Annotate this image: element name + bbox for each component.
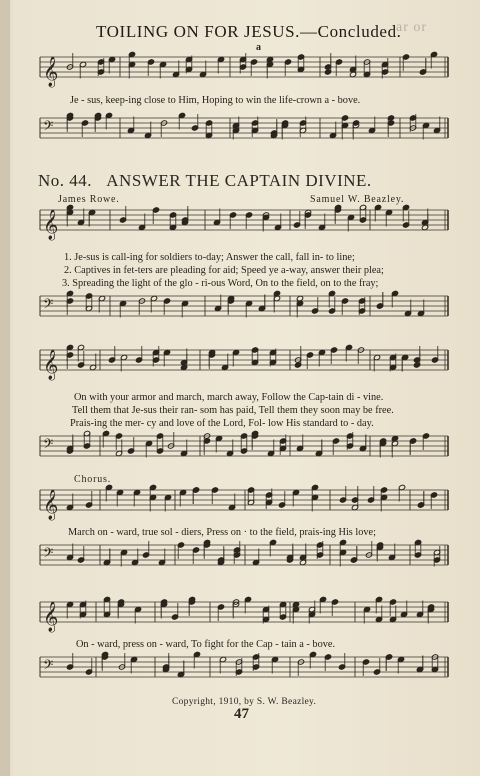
bass-clef-icon: 𝄢 bbox=[43, 118, 54, 137]
rehearsal-mark: a bbox=[256, 42, 261, 53]
treble-clef-icon: 𝄞 bbox=[43, 57, 59, 87]
verse-line: Prais-ing the mer- cy and love of the Lord, Fol- low His standard to - day. bbox=[70, 418, 374, 429]
chorus-lyric: March on - ward, true sol - diers, Press on · to the field, prais-ing His love; bbox=[68, 527, 376, 538]
treble-clef-icon: 𝄞 bbox=[43, 602, 59, 632]
treble-clef-icon: 𝄞 bbox=[43, 490, 59, 520]
verse-line: 2. Captives in fet-ters are pleading for aid; Speed ye a-way, answer their plea; bbox=[64, 265, 384, 276]
copyright-notice: Copyright, 1910, by S. W. Beazley. bbox=[172, 697, 317, 707]
verse-line: 3. Spreading the light of the glo - ri-ous Word, On to the field, on to the fray; bbox=[62, 278, 379, 289]
composer-credit: Samuel W. Beazley. bbox=[310, 194, 405, 205]
bass-clef-icon: 𝄢 bbox=[43, 296, 54, 315]
lyricist-credit: James Rowe. bbox=[58, 194, 120, 205]
chorus-lyric: On - ward, press on - ward, To fight for the Cap - tain a - bove. bbox=[76, 639, 336, 650]
song-heading bbox=[38, 171, 372, 191]
verse-line: On with your armor and march, march away, Follow the Cap-tain di - vine. bbox=[74, 392, 384, 403]
bass-clef-icon: 𝄢 bbox=[43, 545, 54, 564]
corner-bleed-text: ar or bbox=[396, 20, 428, 35]
chorus-label: Chorus. bbox=[74, 474, 111, 485]
page-title: TOILING ON FOR JESUS.—Concluded. bbox=[96, 22, 402, 41]
page-number: 47 bbox=[234, 706, 249, 722]
song-number: No. 44. bbox=[38, 171, 93, 190]
song-title: ANSWER THE CAPTAIN DIVINE. bbox=[106, 171, 372, 190]
treble-clef-icon: 𝄞 bbox=[43, 350, 59, 380]
bass-clef-icon: 𝄢 bbox=[43, 657, 54, 676]
song1-lyric: Je - sus, keep-ing close to Him, Hoping to win the life-crown a - bove. bbox=[70, 95, 361, 106]
treble-clef-icon: 𝄞 bbox=[43, 210, 59, 240]
bass-clef-icon: 𝄢 bbox=[43, 436, 54, 455]
verse-line: 1. Je-sus is call-ing for soldiers to-day; Answer the call, fall in- to line; bbox=[64, 252, 355, 263]
verse-line: Tell them that Je-sus their ran- som has paid, Tell them they soon may be free. bbox=[72, 405, 394, 416]
